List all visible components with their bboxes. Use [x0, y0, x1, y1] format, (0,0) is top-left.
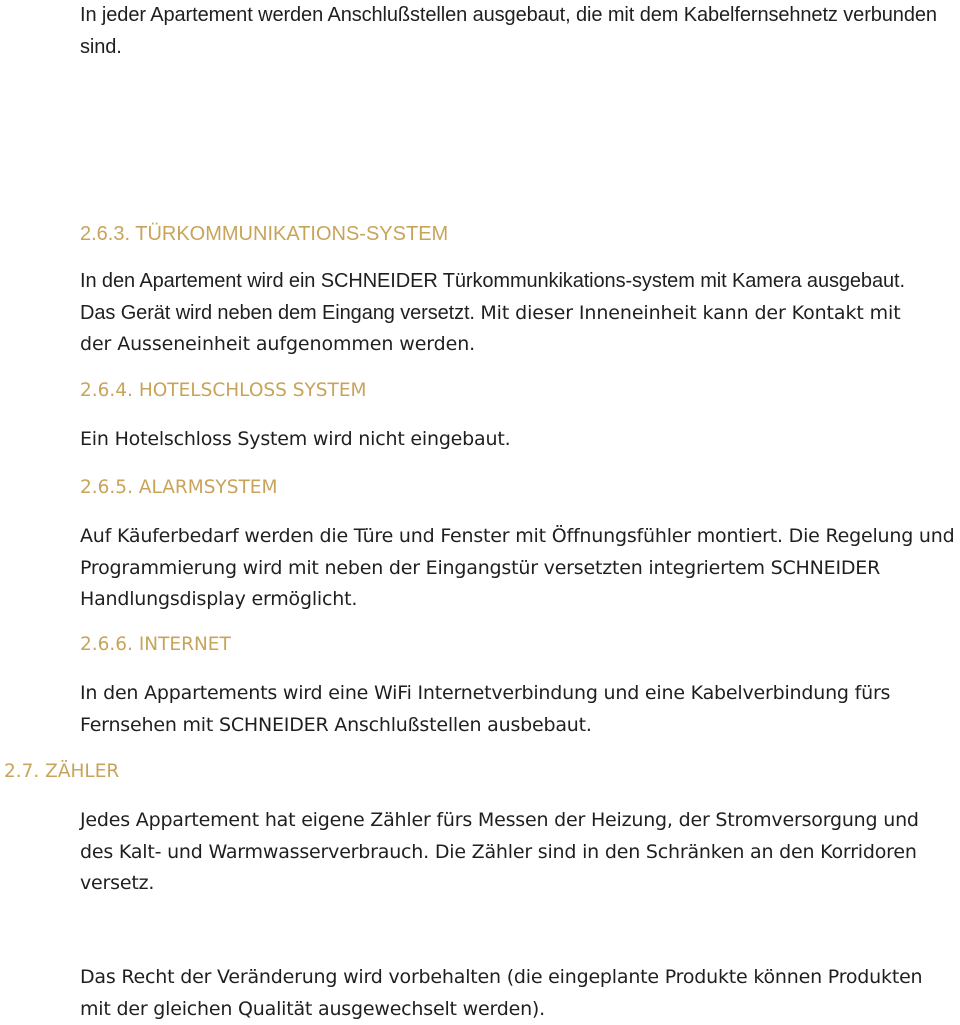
section-heading-2-7: 2.7. ZÄHLER: [4, 761, 120, 782]
section-text-2-6-4: Ein Hotelschloss System wird nicht eingebaut.: [80, 428, 511, 450]
section-text-2-6-3-a: In den Apartement wird ein SCHNEIDER Türkommunkikations-system mit Kamera ausgebaut. Das Gerät wird neben dem Eingang versetzt.: [80, 270, 905, 324]
section-text-2-7: Jedes Appartement hat eigene Zähler fürs Messen der Heizung, der Stromversorgung und des Kalt- und Warmwasserverbrauch. Die Zähler sind in den Schränken an den Korridoren versetz.: [80, 809, 919, 894]
section-heading-2-6-4: 2.6.4. HOTELSCHLOSS SYSTEM: [80, 380, 367, 401]
section-heading-2-6-6: 2.6.6. INTERNET: [80, 634, 231, 655]
section-text-2-6-3: [80, 266, 930, 361]
section-text-2-6-3-b: Mit dieser Inneneinheit kann der Kontakt mit der Ausseneinheit aufgenommen werden.: [80, 301, 901, 355]
section-heading-2-6-3: 2.6.3. TÜRKOMMUNIKATIONS-SYSTEM: [80, 223, 449, 245]
disclaimer-paragraph: Das Recht der Veränderung wird vorbehalten (die eingeplante Produkte können Produkten mit der gleichen Qualität ausgewechselt werden).: [80, 966, 923, 1020]
section-heading-2-6-5: 2.6.5. ALARMSYSTEM: [80, 477, 278, 498]
intro-paragraph: In jeder Apartement werden Anschlußstellen ausgebaut, die mit dem Kabelfernsehnetz verbunden sind.: [80, 4, 937, 58]
section-text-2-6-6: In den Appartements wird eine WiFi Internetverbindung und eine Kabelverbindung fürs Fernsehen mit SCHNEIDER Anschlußstellen ausbebaut.: [80, 682, 891, 736]
section-text-2-6-5: Auf Käuferbedarf werden die Türe und Fenster mit Öffnungsfühler montiert. Die Regelung und Programmierung wird mit neben der Eingangstür versetzten integriertem SCHNEIDER Handlungsdisplay ermöglicht.: [80, 525, 955, 610]
